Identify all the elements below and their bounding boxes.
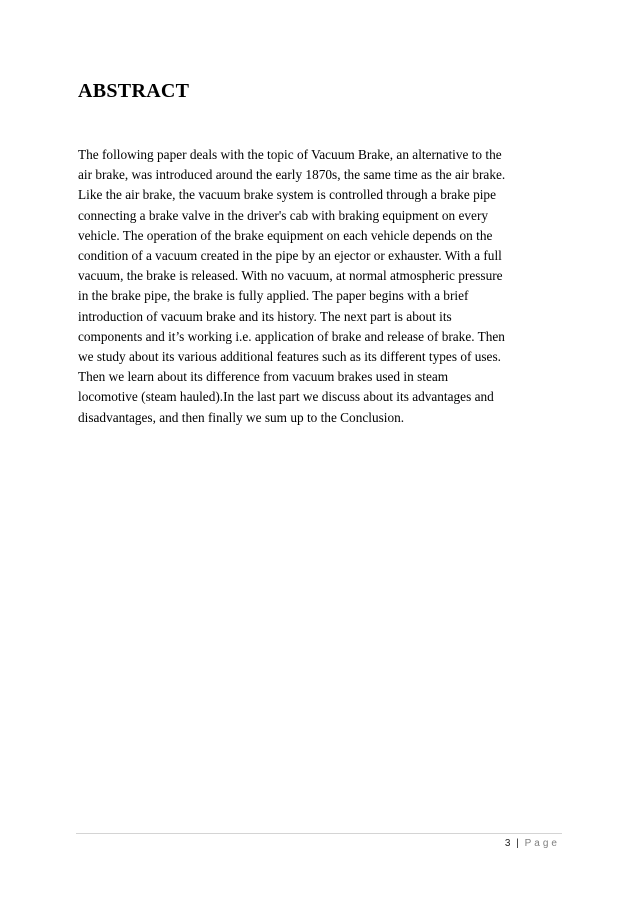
abstract-line: disadvantages, and then finally we sum up to the Conclusion. <box>78 409 405 425</box>
abstract-heading: ABSTRACT <box>78 80 190 102</box>
page-label: Page <box>524 838 560 849</box>
abstract-line: The following paper deals with the topic of Vacuum Brake, an alternative to the <box>78 147 502 162</box>
abstract-line: vehicle. The operation of the brake equipment on each vehicle depends on the <box>78 227 493 243</box>
abstract-line: Then we learn about its difference from vacuum brakes used in steam <box>78 369 449 385</box>
abstract-line: introduction of vacuum brake and its history. The next part is about its <box>78 308 452 324</box>
abstract-line: connecting a brake valve in the driver's cab with braking equipment on every <box>78 207 489 223</box>
page-footer <box>505 838 560 849</box>
abstract-line: vacuum, the brake is released. With no vacuum, at normal atmospheric pressure <box>78 268 503 284</box>
page-number: 3 <box>504 838 511 849</box>
footer-separator: | <box>516 838 519 849</box>
abstract-body <box>78 145 568 428</box>
abstract-line: locomotive (steam hauled).In the last part we discuss about its advantages and <box>78 389 494 405</box>
abstract-line: we study about its various additional features such as its different types of uses. <box>78 349 501 365</box>
abstract-line: Like the air brake, the vacuum brake system is controlled through a brake pipe <box>78 187 496 203</box>
abstract-line: air brake, was introduced around the early 1870s, the same time as the air brake. <box>78 167 506 183</box>
abstract-line: components and it’s working i.e. application of brake and release of brake. Then <box>78 328 505 344</box>
abstract-line: condition of a vacuum created in the pipe by an ejector or exhauster. With a full <box>78 248 502 264</box>
abstract-line: in the brake pipe, the brake is fully applied. The paper begins with a brief <box>78 288 469 304</box>
footer-divider <box>76 833 562 834</box>
